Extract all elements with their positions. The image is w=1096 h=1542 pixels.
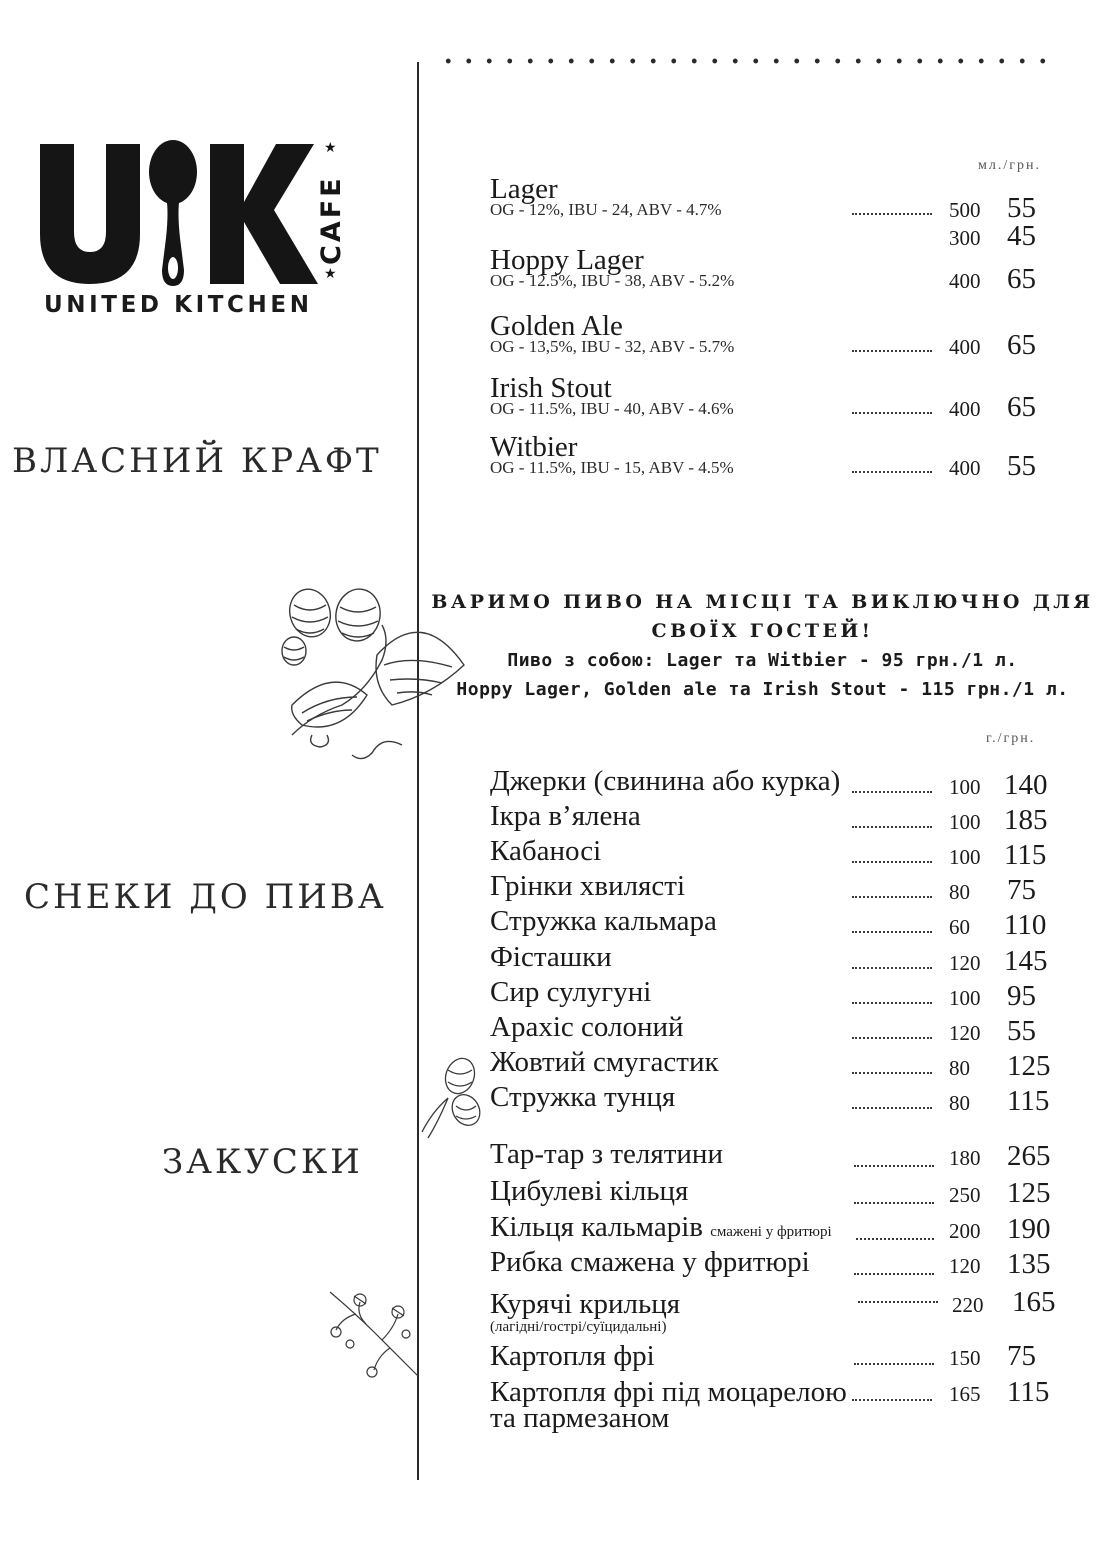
item-name: Golden Ale [490, 310, 623, 342]
item-name: Ікра в’ялена [490, 800, 641, 832]
dot-leader [852, 1036, 932, 1039]
flower-sprig-illustration [326, 1284, 422, 1384]
promo-line: Hoppy Lager, Golden ale та Irish Stout - 115 грн./1 л. [456, 679, 1069, 700]
item-name: Курячі крильця [490, 1288, 681, 1320]
dot-leader [852, 825, 932, 828]
menu-item [490, 1246, 1070, 1280]
menu-item [490, 1138, 1070, 1172]
item-name: Lager [490, 173, 558, 205]
item-price: 140 [1004, 769, 1048, 801]
item-note: (лагідні/гострі/суїцидальні) [490, 1319, 667, 1335]
item-price: 115 [1004, 839, 1047, 871]
item-qty: 400 [949, 335, 981, 359]
dot-leader [852, 930, 932, 933]
item-name: Рибка смажена у фритюрі [490, 1246, 810, 1278]
menu-item [490, 800, 1070, 836]
beer-unit: мл./грн. [978, 158, 1041, 173]
item-price: 190 [1007, 1213, 1051, 1245]
item-name: Witbier [490, 431, 578, 463]
item-qty: 400 [949, 269, 981, 293]
promo-line: Пиво з собою: Lager та Witbier - 95 грн./1 л. [507, 650, 1018, 671]
item-qty: 100 [949, 810, 981, 834]
dot-leader [854, 1201, 934, 1204]
dot-leader [854, 1362, 934, 1365]
item-price: 265 [1007, 1140, 1051, 1172]
item-price: 65 [1007, 263, 1036, 295]
item-qty: 150 [949, 1346, 981, 1370]
item-spec: OG - 11.5%, IBU - 40, ABV - 4.6% [490, 399, 734, 418]
item-price: 135 [1007, 1248, 1051, 1280]
snacks-unit: г./грн. [986, 731, 1036, 746]
menu-item [490, 1342, 1070, 1371]
item-price: 165 [1012, 1286, 1056, 1318]
item-qty: 80 [949, 1056, 970, 1080]
item-name: Фісташки [490, 941, 612, 973]
item-price: 185 [1004, 804, 1048, 836]
item-qty: 500 [949, 198, 981, 222]
item-qty: 80 [949, 1091, 970, 1115]
menu-item [490, 431, 1070, 482]
dot-leader [852, 349, 932, 352]
item-qty: 100 [949, 775, 981, 799]
item-qty: 120 [949, 951, 981, 975]
dot-leader [852, 212, 932, 215]
item-name: Арахіс солоний [490, 1011, 684, 1043]
dot-leader [852, 966, 932, 969]
promo-line: СВОЇХ ГОСТЕЙ! [651, 620, 874, 642]
item-qty: 165 [949, 1382, 981, 1406]
dot-leader [852, 470, 932, 473]
menu-item [490, 1046, 1070, 1082]
item-name: Сир сулугуні [490, 976, 652, 1008]
item-spec: OG - 12.5%, IBU - 38, ABV - 5.2% [490, 271, 735, 290]
item-name: Джерки (свинина або курка) [490, 765, 841, 797]
item-price: 55 [1007, 192, 1036, 224]
menu-item [490, 941, 1070, 977]
item-price: 55 [1007, 450, 1036, 482]
item-qty: 180 [949, 1146, 981, 1170]
section-title-snacks: СНЕКИ ДО ПИВА [24, 877, 387, 917]
item-name: Кабаносі [490, 835, 602, 867]
item-name: Стружка тунця [490, 1081, 676, 1113]
vertical-divider [417, 62, 419, 1480]
logo-cafe: CAFE [316, 175, 347, 265]
dot-leader [856, 1237, 934, 1240]
item-price: 75 [1007, 874, 1036, 906]
item-qty: 80 [949, 880, 970, 904]
menu-item [490, 1081, 1070, 1117]
item-price: 110 [1004, 909, 1047, 941]
hop-sprig-illustration [418, 1052, 488, 1142]
item-price: 65 [1007, 391, 1036, 423]
item-qty: 220 [952, 1293, 984, 1317]
item-price: 115 [1007, 1376, 1050, 1408]
item-spec: OG - 13,5%, IBU - 32, ABV - 5.7% [490, 337, 735, 356]
item-qty-alt: 300 [949, 226, 981, 250]
menu-item [490, 372, 1070, 423]
promo-block [430, 588, 1095, 704]
item-name: Грінки хвилясті [490, 870, 685, 902]
menu-item [490, 976, 1070, 1012]
menu-item [490, 835, 1070, 871]
dotted-top-rule [438, 56, 1058, 66]
item-name: Hoppy Lager [490, 244, 644, 276]
menu-item [490, 173, 1070, 252]
dot-leader [852, 895, 932, 898]
menu-item [490, 1378, 1070, 1433]
dot-leader [852, 1398, 932, 1401]
item-spec: OG - 11.5%, IBU - 15, ABV - 4.5% [490, 458, 734, 477]
item-qty: 400 [949, 397, 981, 421]
item-price: 125 [1007, 1050, 1051, 1082]
item-price: 75 [1007, 1340, 1036, 1372]
item-price: 55 [1007, 1015, 1036, 1047]
item-name: Картопля фрі під моцарелою [490, 1376, 847, 1408]
item-qty: 120 [949, 1021, 981, 1045]
star-icon: ★ [324, 267, 337, 282]
item-name: Стружка кальмара [490, 905, 717, 937]
menu-item [490, 244, 1070, 295]
item-name: Картопля фрі [490, 1340, 655, 1372]
item-price: 125 [1007, 1177, 1051, 1209]
promo-line: ВАРИМО ПИВО НА МІСЦІ ТА ВИКЛЮЧНО ДЛЯ [431, 591, 1094, 613]
item-name-text: Кільця кальмарів [490, 1211, 703, 1243]
item-qty: 100 [949, 845, 981, 869]
item-price: 115 [1007, 1085, 1050, 1117]
section-title-craft: ВЛАСНИЙ КРАФТ [12, 441, 382, 481]
dot-leader [854, 1164, 934, 1167]
dot-leader [852, 1001, 932, 1004]
section-title-appetizers: ЗАКУСКИ [162, 1142, 363, 1182]
dot-leader [852, 1071, 932, 1074]
item-name: Irish Stout [490, 372, 612, 404]
dot-leader [852, 411, 932, 414]
item-price-alt: 45 [1007, 220, 1036, 252]
item-price: 65 [1007, 329, 1036, 361]
menu-item [490, 310, 1070, 361]
dot-leader [858, 1300, 938, 1303]
menu-item [490, 870, 1070, 906]
menu-item [490, 1175, 1070, 1209]
item-qty: 120 [949, 1254, 981, 1278]
logo-subtitle: UNITED KITCHEN [44, 292, 313, 318]
dot-leader [852, 790, 932, 793]
item-qty: 250 [949, 1183, 981, 1207]
item-name-line2: та пармезаном [490, 1402, 670, 1434]
item-qty: 100 [949, 986, 981, 1010]
item-qty: 60 [949, 915, 970, 939]
menu-item [490, 1213, 1070, 1247]
menu-item [490, 905, 1070, 941]
item-name: Тар-тар з телятини [490, 1138, 723, 1170]
item-spec: OG - 12%, IBU - 24, ABV - 4.7% [490, 200, 722, 219]
menu-item [490, 1011, 1070, 1047]
menu-item [490, 765, 1070, 801]
item-price: 95 [1007, 980, 1036, 1012]
item-name: Жовтий смугастик [490, 1046, 719, 1078]
item-price: 145 [1004, 945, 1048, 977]
logo-mark [38, 140, 358, 290]
item-qty: 400 [949, 456, 981, 480]
item-name: Цибулеві кільця [490, 1175, 689, 1207]
star-icon: ★ [324, 141, 337, 156]
dot-leader [854, 1272, 934, 1275]
item-note: смажені у фритюрі [710, 1224, 832, 1240]
item-qty: 200 [949, 1219, 981, 1243]
dot-leader [852, 1106, 932, 1109]
menu-item [490, 1286, 1070, 1335]
dot-leader [852, 860, 932, 863]
logo [38, 140, 358, 330]
